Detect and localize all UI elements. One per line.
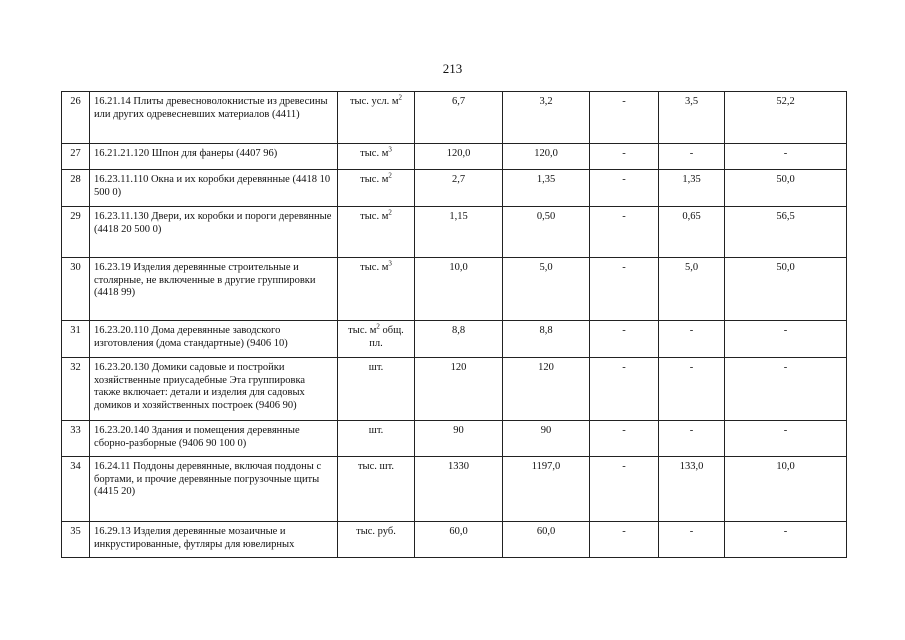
value-col-5: - [725, 522, 847, 558]
value-col-4: - [659, 522, 725, 558]
table-row [62, 321, 847, 358]
value-col-3: - [590, 170, 659, 207]
value-col-1: 120 [415, 358, 503, 421]
unit-cell [338, 457, 415, 522]
table-row [62, 144, 847, 170]
unit-text: шт. [368, 362, 384, 373]
unit-superscript: 2 [376, 322, 380, 331]
product-name: 16.23.19 Изделия деревянные строительные и столярные, не включенные в другие группировки (4418 99) [90, 258, 338, 321]
unit-text: тыс. м [360, 148, 389, 159]
value-col-2: 5,0 [503, 258, 590, 321]
data-table [61, 91, 847, 558]
value-col-4: 0,65 [659, 207, 725, 258]
page-number: 213 [442, 61, 463, 76]
unit-cell [338, 258, 415, 321]
value-col-3: - [590, 144, 659, 170]
unit-superscript: 2 [388, 171, 392, 180]
value-col-2: 90 [503, 421, 590, 457]
unit-cell [338, 144, 415, 170]
value-col-5: 10,0 [725, 457, 847, 522]
value-col-1: 120,0 [415, 144, 503, 170]
table-row [62, 457, 847, 522]
table-row [62, 258, 847, 321]
row-number: 34 [62, 457, 90, 522]
unit-text: тыс. м [360, 174, 389, 185]
unit-cell [338, 92, 415, 144]
value-col-2: 120,0 [503, 144, 590, 170]
row-number: 35 [62, 522, 90, 558]
value-col-4: 5,0 [659, 258, 725, 321]
value-col-1: 90 [415, 421, 503, 457]
value-col-2: 0,50 [503, 207, 590, 258]
unit-text: тыс. м [348, 325, 377, 336]
value-col-3: - [590, 258, 659, 321]
unit-text: тыс. м [360, 211, 389, 222]
row-number: 30 [62, 258, 90, 321]
value-col-5: - [725, 358, 847, 421]
unit-text: тыс. усл. м [349, 96, 399, 107]
value-col-2: 8,8 [503, 321, 590, 358]
product-name: 16.21.14 Плиты древесноволокнистые из древесины или других одревесневших материалов (4411) [90, 92, 338, 144]
unit-text: тыс. м [360, 262, 389, 273]
product-name: 16.23.20.130 Домики садовые и постройки хозяйственные приусадебные Эта группировка также включает: детали и изделия для садовых домиков и хозяйственных построек (9406 90) [90, 358, 338, 421]
unit-cell [338, 170, 415, 207]
value-col-4: - [659, 358, 725, 421]
unit-cell [338, 522, 415, 558]
table-row [62, 358, 847, 421]
unit-superscript: 3 [388, 259, 392, 268]
value-col-5: 52,2 [725, 92, 847, 144]
value-col-4: 1,35 [659, 170, 725, 207]
table-row [62, 522, 847, 558]
unit-cell [338, 358, 415, 421]
value-col-5: 56,5 [725, 207, 847, 258]
value-col-4: - [659, 321, 725, 358]
unit-cell [338, 207, 415, 258]
value-col-1: 1,15 [415, 207, 503, 258]
value-col-3: - [590, 457, 659, 522]
value-col-2: 60,0 [503, 522, 590, 558]
value-col-4: 3,5 [659, 92, 725, 144]
unit-cell [338, 321, 415, 358]
value-col-3: - [590, 92, 659, 144]
product-name: 16.24.11 Поддоны деревянные, включая поддоны с бортами, и прочие деревянные погрузочные щиты (4415 20) [90, 457, 338, 522]
value-col-1: 10,0 [415, 258, 503, 321]
unit-text: шт. [368, 425, 384, 436]
value-col-2: 1,35 [503, 170, 590, 207]
value-col-3: - [590, 522, 659, 558]
row-number: 26 [62, 92, 90, 144]
product-name: 16.23.20.110 Дома деревянные заводского изготовления (дома стандартные) (9406 10) [90, 321, 338, 358]
unit-suffix: общ. пл. [369, 325, 404, 349]
product-name: 16.23.20.140 Здания и помещения деревянные сборно-разборные (9406 90 100 0) [90, 421, 338, 457]
unit-text: тыс. шт. [357, 461, 395, 472]
unit-superscript: 2 [388, 208, 392, 217]
unit-cell [338, 421, 415, 457]
row-number: 33 [62, 421, 90, 457]
value-col-1: 2,7 [415, 170, 503, 207]
product-name: 16.21.21.120 Шпон для фанеры (4407 96) [90, 144, 338, 170]
unit-text: тыс. руб. [356, 526, 396, 537]
value-col-1: 8,8 [415, 321, 503, 358]
row-number: 29 [62, 207, 90, 258]
product-name: 16.29.13 Изделия деревянные мозаичные и инкрустированные, футляры для ювелирных [90, 522, 338, 558]
value-col-3: - [590, 321, 659, 358]
value-col-2: 120 [503, 358, 590, 421]
row-number: 27 [62, 144, 90, 170]
value-col-3: - [590, 207, 659, 258]
value-col-5: 50,0 [725, 258, 847, 321]
row-number: 32 [62, 358, 90, 421]
value-col-3: - [590, 421, 659, 457]
value-col-2: 1197,0 [503, 457, 590, 522]
value-col-2: 3,2 [503, 92, 590, 144]
table-row [62, 170, 847, 207]
value-col-1: 1330 [415, 457, 503, 522]
value-col-4: - [659, 421, 725, 457]
value-col-1: 6,7 [415, 92, 503, 144]
table-row [62, 92, 847, 144]
value-col-5: - [725, 421, 847, 457]
value-col-4: - [659, 144, 725, 170]
product-name: 16.23.11.130 Двери, их коробки и пороги деревянные (4418 20 500 0) [90, 207, 338, 258]
value-col-4: 133,0 [659, 457, 725, 522]
row-number: 28 [62, 170, 90, 207]
unit-superscript: 2 [398, 93, 403, 102]
unit-superscript: 3 [388, 145, 392, 154]
table-row [62, 421, 847, 457]
value-col-1: 60,0 [415, 522, 503, 558]
value-col-5: - [725, 144, 847, 170]
table-row [62, 207, 847, 258]
value-col-5: - [725, 321, 847, 358]
value-col-5: 50,0 [725, 170, 847, 207]
product-name: 16.23.11.110 Окна и их коробки деревянные (4418 10 500 0) [90, 170, 338, 207]
value-col-3: - [590, 358, 659, 421]
row-number: 31 [62, 321, 90, 358]
